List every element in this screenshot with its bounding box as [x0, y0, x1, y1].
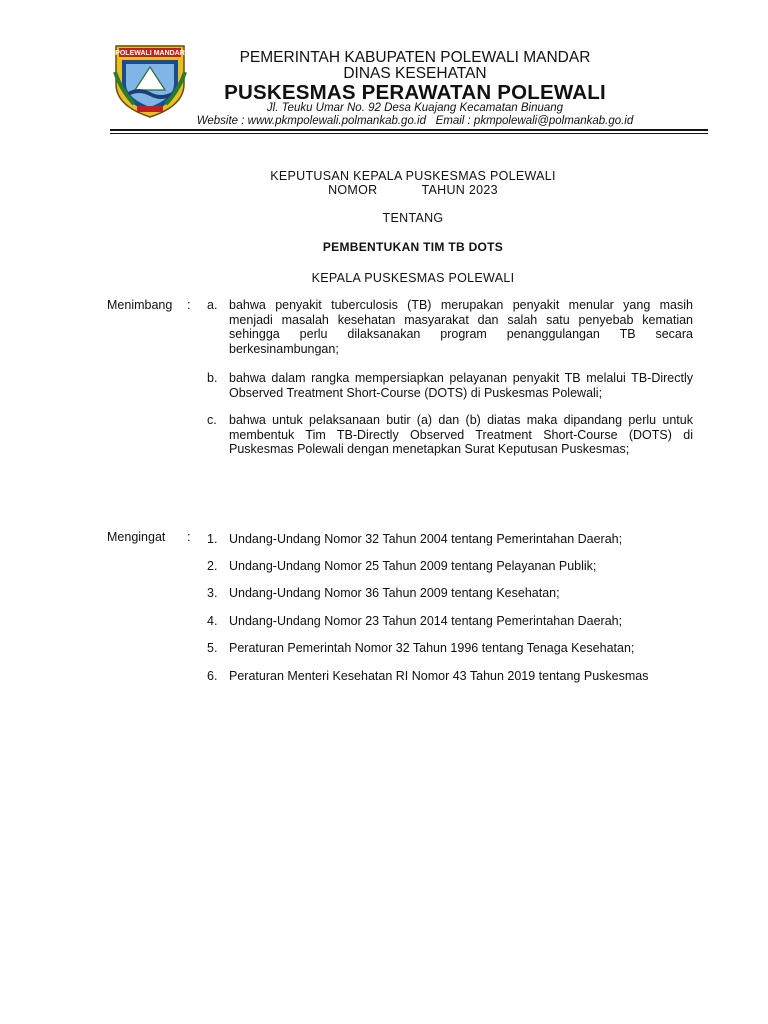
letterhead-institution: PUSKESMAS PERAWATAN POLEWALI — [224, 81, 606, 104]
mengingat-item-text: Peraturan Menteri Kesehatan RI Nomor 43 Tahun 2019 tentang Puskesmas — [229, 669, 649, 683]
mengingat-item-mark: 2. — [207, 559, 218, 573]
menimbang-item-text: bahwa untuk pelaksanaan butir (a) dan (b) diatas maka dipandang perlu untuk membentuk Tim TB-Directly Observed Treatment Short-Course (DOTS) di Puskesmas Polewali dengan menetapkan Surat Keputusan Puskesmas; — [229, 413, 693, 456]
mengingat-item-mark: 5. — [207, 641, 218, 655]
menimbang-item-mark: b. — [207, 371, 218, 385]
mengingat-item-text: Peraturan Pemerintah Nomor 32 Tahun 1996 tentang Tenaga Kesehatan; — [229, 641, 635, 655]
menimbang-item-text: bahwa penyakit tuberculosis (TB) merupakan penyakit menular yang masih menjadi masalah kesehatan masyarakat dan salah satu penyebab kematian sehingga perlu dilaksanakan program penanggulangan TB secara berkesinambungan; — [229, 298, 693, 356]
decree-number-label: NOMOR — [328, 183, 378, 197]
decree-subject: PEMBENTUKAN TIM TB DOTS — [322, 240, 504, 254]
letterhead-department: DINAS KESEHATAN — [343, 65, 487, 82]
mengingat-item-text: Undang-Undang Nomor 36 Tahun 2009 tentang Kesehatan; — [229, 586, 560, 600]
menimbang-colon: : — [187, 298, 191, 312]
decree-issuer: KEPALA PUSKESMAS POLEWALI — [311, 271, 515, 285]
mengingat-item-mark: 6. — [207, 669, 218, 683]
mengingat-item-text: Undang-Undang Nomor 32 Tahun 2004 tentang Pemerintahan Daerah; — [229, 532, 623, 546]
menimbang-item-mark: c. — [207, 413, 217, 427]
logo-banner-text: POLEWALI MANDAR — [115, 50, 185, 58]
decree-number-line — [110, 183, 716, 197]
mengingat-item-mark: 3. — [207, 586, 218, 600]
decree-about: TENTANG — [382, 211, 444, 225]
menimbang-item-mark: a. — [207, 298, 218, 312]
mengingat-item-text: Undang-Undang Nomor 23 Tahun 2014 tentang Pemerintahan Daerah; — [229, 614, 623, 628]
polewali-mandar-emblem-icon — [112, 44, 188, 118]
mengingat-item-mark: 4. — [207, 614, 218, 628]
decree-year-label: TAHUN 2023 — [421, 183, 498, 197]
letterhead-divider-thick — [110, 129, 708, 131]
letterhead-address: Jl. Teuku Umar No. 92 Desa Kuajang Kecamatan Binuang — [266, 102, 564, 114]
mengingat-colon: : — [187, 530, 191, 544]
mengingat-label: Mengingat — [107, 530, 166, 544]
menimbang-label: Menimbang — [107, 298, 173, 312]
mengingat-item-text: Undang-Undang Nomor 25 Tahun 2009 tentang Pelayanan Publik; — [229, 559, 597, 573]
letterhead-contact: Website : www.pkmpolewali.polmankab.go.id Email : pkmpolewali@polmankab.go.id — [196, 115, 634, 127]
letterhead-divider-thin — [110, 133, 708, 134]
mengingat-item-mark: 1. — [207, 532, 218, 546]
menimbang-item-text: bahwa dalam rangka mempersiapkan pelayanan penyakit TB melalui TB-Directly Observed Treatment Short-Course (DOTS) di Puskesmas Polewali; — [229, 371, 693, 400]
decree-title: KEPUTUSAN KEPALA PUSKESMAS POLEWALI — [270, 169, 556, 183]
letterhead-government: PEMERINTAH KABUPATEN POLEWALI MANDAR — [239, 49, 591, 66]
